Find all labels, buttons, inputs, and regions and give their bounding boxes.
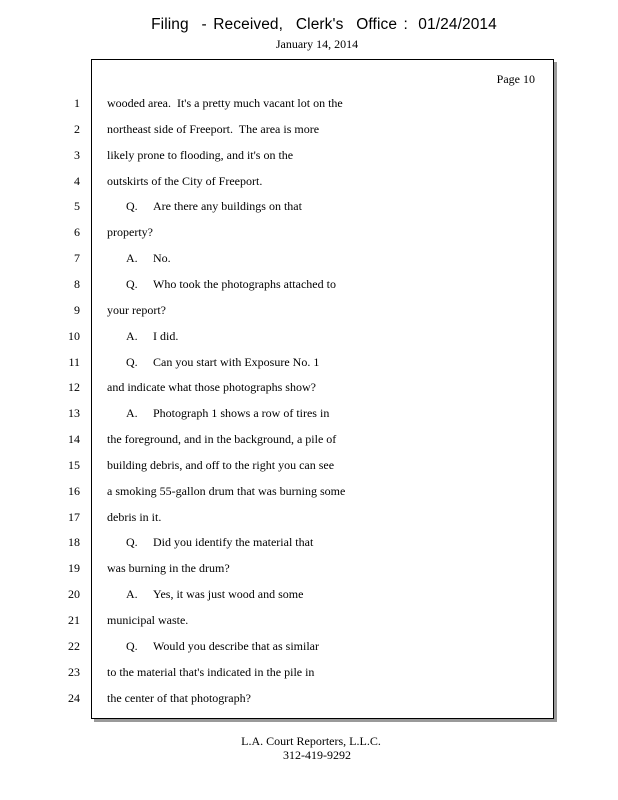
transcript-line-text: was burning in the drum? <box>107 561 230 575</box>
transcript-line-text: I did. <box>153 329 179 343</box>
transcript-line-text: property? <box>107 225 153 239</box>
transcript-line <box>107 380 316 394</box>
line-number: 11 <box>68 355 80 369</box>
court-reporter-phone: 312-419-9292 <box>283 748 351 762</box>
page-number: Page 10 <box>496 72 535 86</box>
line-number: 18 <box>68 535 80 549</box>
filing-stamp-text: Filing - Received, Clerk's Office <box>151 16 398 33</box>
transcript-line-text: Photograph 1 shows a row of tires in <box>153 406 330 420</box>
transcript-line <box>126 587 303 601</box>
line-number: 12 <box>68 380 80 394</box>
line-number: 10 <box>68 329 80 343</box>
line-number: 21 <box>68 613 80 627</box>
transcript-line <box>107 122 319 136</box>
question-marker: Q. <box>126 199 138 213</box>
line-number: 17 <box>68 510 80 524</box>
transcript-line <box>107 691 251 705</box>
transcript-line <box>107 148 293 162</box>
question-marker: Q. <box>126 639 138 653</box>
transcript-line <box>126 355 319 369</box>
transcript-line <box>126 277 336 291</box>
line-number: 13 <box>68 406 80 420</box>
transcript-line-text: to the material that's indicated in the pile in <box>107 665 315 679</box>
filing-stamp <box>0 16 618 34</box>
transcript-line-text: likely prone to flooding, and it's on the <box>107 148 294 162</box>
transcript-line <box>107 510 161 524</box>
transcript-line-text: northeast side of Freeport. The area is more <box>107 122 320 136</box>
line-number: 24 <box>68 691 80 705</box>
transcript-line <box>126 329 178 343</box>
transcript-line <box>107 432 336 446</box>
transcript-line-text: Would you describe that as similar <box>153 639 319 653</box>
transcript-line-text: No. <box>153 251 171 265</box>
filing-stamp-separator: : <box>397 16 415 33</box>
line-number: 1 <box>74 96 80 110</box>
deposition-date: January 14, 2014 <box>275 37 359 51</box>
answer-marker: A. <box>126 329 138 343</box>
transcript-line <box>107 225 153 239</box>
transcript-line <box>126 199 302 213</box>
line-number: 23 <box>68 665 80 679</box>
line-number: 9 <box>74 303 80 317</box>
transcript-line-text: Can you start with Exposure No. 1 <box>153 355 320 369</box>
court-reporter-company: L.A. Court Reporters, L.L.C. <box>241 734 381 748</box>
question-marker: Q. <box>126 355 138 369</box>
line-number: 15 <box>68 458 80 472</box>
line-number: 3 <box>74 148 80 162</box>
transcript-line-text: debris in it. <box>107 510 162 524</box>
transcript-line <box>126 406 329 420</box>
answer-marker: A. <box>126 587 138 601</box>
transcript-line-text: and indicate what those photographs show? <box>107 380 316 394</box>
line-number-gutter <box>0 0 80 800</box>
transcript-line-text: outskirts of the City of Freeport. <box>107 174 263 188</box>
transcript-line-text: your report? <box>107 303 166 317</box>
line-number: 5 <box>74 199 80 213</box>
line-number: 6 <box>74 225 80 239</box>
transcript-line-text: Who took the photographs attached to <box>153 277 336 291</box>
transcript-line <box>107 613 188 627</box>
line-number: 16 <box>68 484 80 498</box>
transcript-line-text: the center of that photograph? <box>107 691 251 705</box>
transcript-line <box>126 251 171 265</box>
line-number: 19 <box>68 561 80 575</box>
transcript-line-text: building debris, and off to the right you can see <box>107 458 335 472</box>
transcript-line-text: Are there any buildings on that <box>153 199 302 213</box>
question-marker: Q. <box>126 535 138 549</box>
transcript-line-text: the foreground, and in the background, a pile of <box>107 432 337 446</box>
line-number: 7 <box>74 251 80 265</box>
filing-date: 01/24/2014 <box>418 16 497 33</box>
transcript-line <box>107 665 314 679</box>
line-number: 22 <box>68 639 80 653</box>
transcript-line <box>107 96 343 110</box>
answer-marker: A. <box>126 251 138 265</box>
transcript-line <box>107 303 166 317</box>
transcript-line <box>126 535 313 549</box>
transcript-line <box>107 458 334 472</box>
question-marker: Q. <box>126 277 138 291</box>
transcript-line-text: wooded area. It's a pretty much vacant lot on the <box>107 96 343 110</box>
transcript-line <box>126 639 319 653</box>
line-number: 14 <box>68 432 80 446</box>
transcript-line <box>107 484 345 498</box>
transcript-line <box>107 561 230 575</box>
transcript-line-text: a smoking 55-gallon drum that was burning some <box>107 484 346 498</box>
transcript-line <box>107 174 262 188</box>
transcript-line-text: Yes, it was just wood and some <box>153 587 304 601</box>
line-number: 20 <box>68 587 80 601</box>
transcript-line-text: municipal waste. <box>107 613 189 627</box>
line-number: 8 <box>74 277 80 291</box>
transcript-line-text: Did you identify the material that <box>153 535 314 549</box>
line-number: 2 <box>74 122 80 136</box>
answer-marker: A. <box>126 406 138 420</box>
line-number: 4 <box>74 174 80 188</box>
